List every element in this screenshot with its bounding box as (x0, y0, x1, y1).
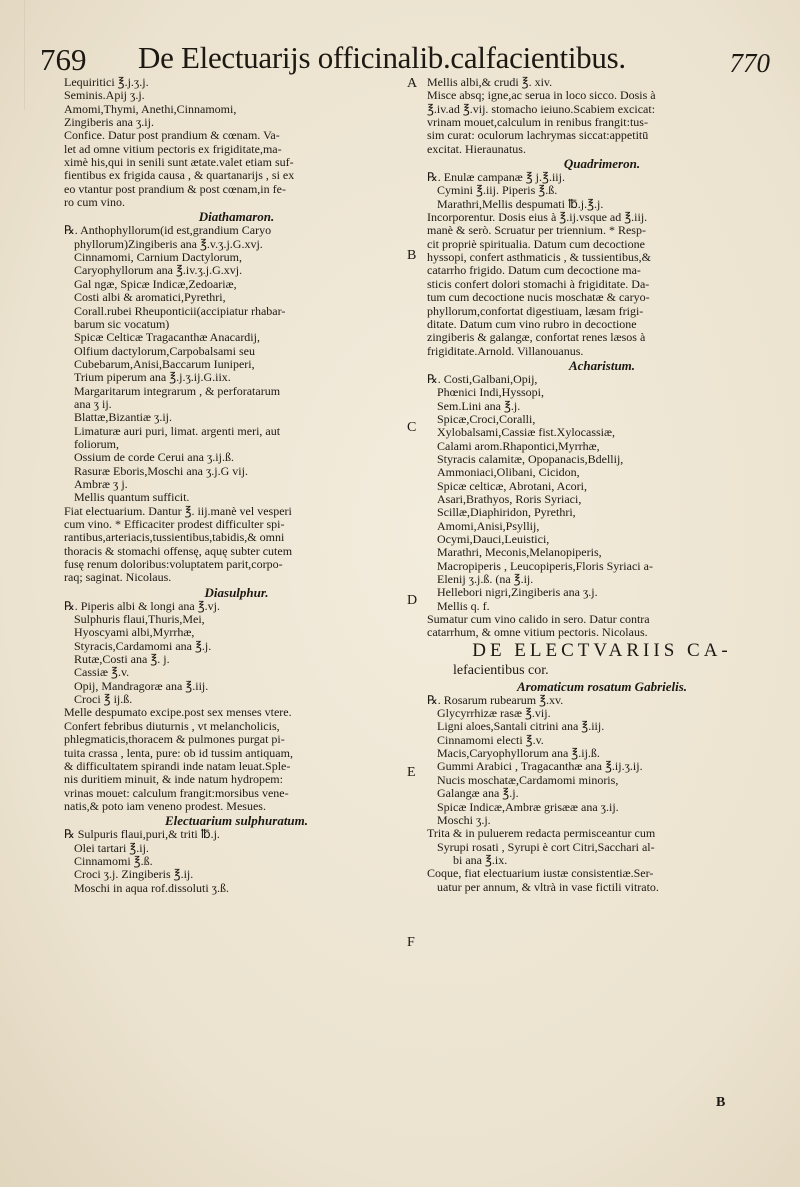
text-line: cum vino. * Efficaciter prodest difficulter spi- (64, 518, 285, 531)
text-line: catarrho frigido. Datum cum decoctione ma- (427, 264, 641, 278)
text-line: hyssopi, confert asthmaticis , & tussientibus,& (427, 251, 651, 265)
text-line: Blattæ,Bizantiæ ʒ.ij. (74, 411, 172, 425)
margin-letter-b: B (407, 248, 417, 263)
text-line: Sulphuris flaui,Thuris,Mei, (74, 613, 205, 627)
text-line: barum sic vocatum) (74, 317, 170, 331)
text-line: excitat. Hieraunatus. (427, 142, 526, 156)
text-line: Spicæ celticæ, Abrotani, Acori, (437, 479, 587, 493)
text-line: vrinam mouet,calculum in renibus frangit:tus- (427, 116, 648, 130)
section-heading: Aromaticum rosatum Gabrielis. (516, 678, 688, 694)
text-line: eo vtantur post prandium & post cœnam,in fe- (64, 182, 286, 196)
text-line: Cinnamomi ℥.ß. (74, 854, 153, 868)
section-heading: Electuarium sulphuratum. (164, 813, 309, 829)
text-line: ro cum vino. (64, 196, 125, 210)
text-line: Marathri,Mellis despumati ℔.j.℥.j. (437, 197, 604, 211)
text-line: Limaturæ auri puri, limat. argenti meri, aut (74, 424, 281, 438)
text-line: Spicæ Celticæ Tragacanthæ Anacardij, (74, 331, 260, 345)
text-line: vrinas mouet: calculum frangit:morsibus vene- (64, 786, 289, 800)
margin-letter-f: F (407, 935, 415, 950)
right-column (427, 76, 777, 894)
chapter-title: DE ELECTVARIIS CA- (472, 639, 732, 661)
text-line: & difficultatem spirandi inde natam leuat.Sple- (64, 759, 291, 773)
text-line: Moschi ʒ.j. (437, 813, 491, 827)
text-line: ℥.iv.ad ℥.vij. stomacho ieiuno.Scabiem excicat: (427, 102, 656, 116)
text-line: Hellebori nigri,Zingiberis ana ʒ.j. (437, 586, 598, 600)
text-line: Sumatur cum vino calido in sero. Datur contra (427, 613, 650, 627)
text-line: Lequiritici ℥.j.ʒ.j. (64, 76, 149, 89)
text-line: fientibus ex frigida causa , & quartanarijs , si ex (64, 169, 295, 183)
text-line: Macis,Caryophyllorum ana ℥.ij.ß. (437, 747, 600, 761)
text-line: Corall.rubei Rheuponticii(accipiatur rhabar- (74, 304, 286, 318)
text-line: Amomi,Thymi, Anethi,Cinnamomi, (64, 102, 237, 116)
text-line: Phœnici Indi,Hyssopi, (437, 386, 545, 400)
text-line: Trita & in puluerem redacta permisceantur cum (427, 827, 656, 841)
text-line: Opij, Mandragoræ ana ℥.iij. (74, 679, 209, 693)
text-line: Mellis q. f. (437, 599, 490, 613)
text-line: Ocymi,Dauci,Leuistici, (437, 533, 550, 546)
text-line: Macropiperis , Leucopiperis,Floris Syriaci a- (437, 559, 653, 573)
text-line: Styracis,Cardamomi ana ℥.j. (74, 639, 212, 653)
text-line: rantibus,arteriacis,tussientibus,tabidis,& omni (64, 531, 285, 545)
text-line: nis duritiem minuit, & inde natum hydropem: (64, 773, 283, 787)
text-line: Gummi Arabici , Tragacanthæ ana ℥.ij.ʒ.ij. (437, 760, 643, 774)
text-line: ℞. Rosarum rubearum ℥.xv. (427, 693, 564, 707)
text-line: Syrupi rosati , Syrupi è cort Citri,Sacchari al- (437, 840, 655, 854)
text-line: fusę renum doloribus:voluptatem parit,corpo- (64, 558, 283, 572)
text-line: Olfium dactylorum,Carpobalsami seu (74, 344, 255, 358)
text-line: Glycyrrhizæ rasæ ℥.vij. (437, 707, 551, 721)
text-line: Cubebarum,Anisi,Baccarum Iuniperi, (74, 357, 255, 371)
page-number-left: 769 (40, 42, 87, 77)
text-line: Rasuræ Eboris,Moschi ana ʒ.j.G vij. (74, 464, 248, 478)
text-line: Mellis quantum sufficit. (74, 491, 190, 505)
section-heading: Acharistum. (568, 357, 636, 373)
text-line: frigiditate.Arnold. Villanouanus. (427, 344, 584, 358)
text-line: Gal ngæ, Spicæ Indicæ,Zedoariæ, (74, 277, 237, 291)
text-line: Coque, fiat electuarium iustæ consistentiæ.Ser- (427, 867, 654, 881)
text-line: Ambræ ʒ j. (74, 477, 128, 491)
text-line: Olei tartari ℥.ij. (74, 841, 149, 855)
text-line: bi ana ℥.ix. (453, 853, 508, 867)
text-line: Seminis.Apij ʒ.j. (64, 89, 145, 103)
text-line: Amomi,Anisi,Psyllij, (437, 519, 540, 533)
text-line: Costi albi & aromatici,Pyrethri, (74, 291, 226, 305)
text-line: Sem.Lini ana ℥.j. (437, 399, 521, 413)
text-line: zingiberis & galangæ, confortat renes læsos à (427, 331, 646, 345)
text-line: Rutæ,Costi ana ℥. j. (74, 653, 170, 667)
text-line: Elenij ʒ.j.ß. (na ℥.ij. (437, 573, 534, 587)
text-line: natis,& poto iam veneno prodest. Mesues. (64, 799, 266, 813)
text-line: Trium piperum ana ℥.j.ʒ.ij.G.iix. (74, 371, 231, 385)
text-line: Confice. Datur post prandium & cœnam. Va- (64, 129, 280, 143)
page-number-right: 770 (729, 48, 770, 78)
margin-letter-d: D (407, 593, 418, 608)
text-line: cit propriè spiritualia. Datum cum decoctione (427, 237, 645, 251)
margin-letter-a: A (407, 76, 418, 91)
text-line: Ossium de corde Cerui ana ʒ.ij.ß. (74, 451, 234, 465)
text-line: ℞. Anthophyllorum(id est,grandium Caryo (64, 224, 272, 238)
text-line: raq; saginat. Nicolaus. (64, 571, 172, 585)
signature-mark: B (716, 1095, 726, 1110)
text-line: phyllorum,confortat digestiuam, læsam frigi- (427, 304, 644, 318)
chapter-subtitle: lefacientibus cor. (453, 662, 549, 678)
section-heading: Quadrimeron. (563, 156, 641, 172)
text-line: Spicæ Indicæ,Ambræ grisææ ana ʒ.ij. (437, 800, 619, 814)
text-line: Cinnamomi, Carnium Dactylorum, (74, 251, 242, 265)
left-column (64, 76, 409, 895)
text-line: Scillæ,Diaphiridon, Pyrethri, (437, 506, 576, 520)
text-line: Marathri, Meconis,Melanopiperis, (437, 546, 602, 560)
text-line: catarrhum, & omne vitium pectoris. Nicolaus. (427, 626, 648, 640)
text-line: Mellis albi,& crudi ℥. xiv. (427, 76, 553, 89)
text-line: Confert febribus diuturnis , vt melancholicis, (64, 719, 280, 733)
text-line: Hyoscyami albi,Myrrhæ, (74, 626, 195, 640)
section-heading: Diasulphur. (204, 584, 269, 600)
text-line: Calami arom.Rhapontici,Myrrhæ, (437, 439, 600, 453)
text-line: manè & serò. Scruatur per triennium. * Resp- (427, 224, 646, 238)
text-line: Melle despumato excipe.post sex menses vtere. (64, 706, 292, 720)
text-line: let ad omne vitium pectoris ex frigiditate,ma- (64, 142, 282, 156)
text-line: sim curat: oculorum lachrymas siccat:appetitū (427, 129, 649, 143)
text-line: Caryophyllorum ana ℥.iv.ʒ.j.G.xvj. (74, 264, 243, 278)
text-line: Moschi in aqua rof.dissoluti ʒ.ß. (74, 881, 229, 895)
running-title: De Electuarijs officinalib.calfacientibus. (138, 40, 626, 75)
text-line: Zingiberis ana ʒ.ij. (64, 116, 154, 130)
text-line: Misce absq; igne,ac serua in loco sicco. Dosis à (427, 89, 656, 103)
text-line: Incorporentur. Dosis eius à ℥.ij.vsque ad ℥.iij. (427, 211, 648, 225)
binding-edge (0, 0, 25, 110)
text-line: thoracis & stomachi offensę, aquę subter cutem (64, 544, 293, 558)
text-line: Cymini ℥.iij. Piperis ℥.ß. (437, 184, 558, 198)
text-line: sticis confert dolori stomachi à frigiditate. Da- (427, 277, 650, 291)
text-line: Xylobalsami,Cassiæ fist.Xylocassiæ, (437, 426, 615, 440)
text-line: Cassiæ ℥.v. (74, 666, 130, 680)
text-line: Croci ʒ.j. Zingiberis ℥.ij. (74, 868, 194, 882)
text-line: ximè his,qui in senili sunt ætate.valet etiam suf- (64, 156, 294, 170)
text-line: ℞ Sulpuris flaui,puri,& triti ℔.j. (64, 828, 220, 842)
text-line: ℞. Piperis albi & longi ana ℥.vj. (64, 599, 221, 613)
text-line: uatur per annum, & vltrà in vase fictili vitrato. (437, 880, 659, 894)
text-line: Ligni aloes,Santali citrini ana ℥.iij. (437, 720, 605, 734)
text-line: Ammoniaci,Olibani, Cicidon, (437, 466, 580, 480)
margin-letter-c: C (407, 420, 417, 435)
text-line: foliorum, (74, 437, 119, 451)
text-line: ana ʒ ij. (74, 397, 112, 411)
text-line: tum cum decoctione nucis moschatæ & caryo- (427, 291, 650, 305)
text-line: ditate. Datum cum vino rubro in decoctione (427, 317, 637, 331)
text-line: Cinnamomi electi ℥.v. (437, 733, 544, 747)
text-line: tuita crassa , lenta, pure: ob id tussim antiquam, (64, 746, 293, 760)
text-line: Margaritarum integrarum , & perforatarum (74, 384, 281, 398)
text-line: Galangæ ana ℥.j. (437, 787, 519, 801)
text-line: phyllorum)Zingiberis ana ℥.v.ʒ.j.G.xvj. (74, 237, 263, 251)
text-line: Fiat electuarium. Dantur ℥. iij.manè vel vesperi (64, 504, 292, 518)
text-line: Asari,Brathyos, Roris Syriaci, (437, 492, 582, 506)
section-heading: Diathamaron. (198, 209, 275, 225)
text-line: ℞. Costi,Galbani,Opij, (427, 372, 538, 386)
text-line: Nucis moschatæ,Cardamomi minoris, (437, 773, 619, 787)
text-line: Styracis calamitæ, Opopanacis,Bdellij, (437, 452, 624, 466)
margin-letter-e: E (407, 765, 416, 780)
text-line: Croci ℥ ij.ß. (74, 693, 133, 707)
text-line: Spicæ,Croci,Coralli, (437, 412, 536, 426)
text-line: ℞. Enulæ campanæ ℥ j.℥.iij. (427, 171, 565, 185)
text-line: phlegmaticis,thoracem & pulmones purgat pi- (64, 733, 285, 747)
